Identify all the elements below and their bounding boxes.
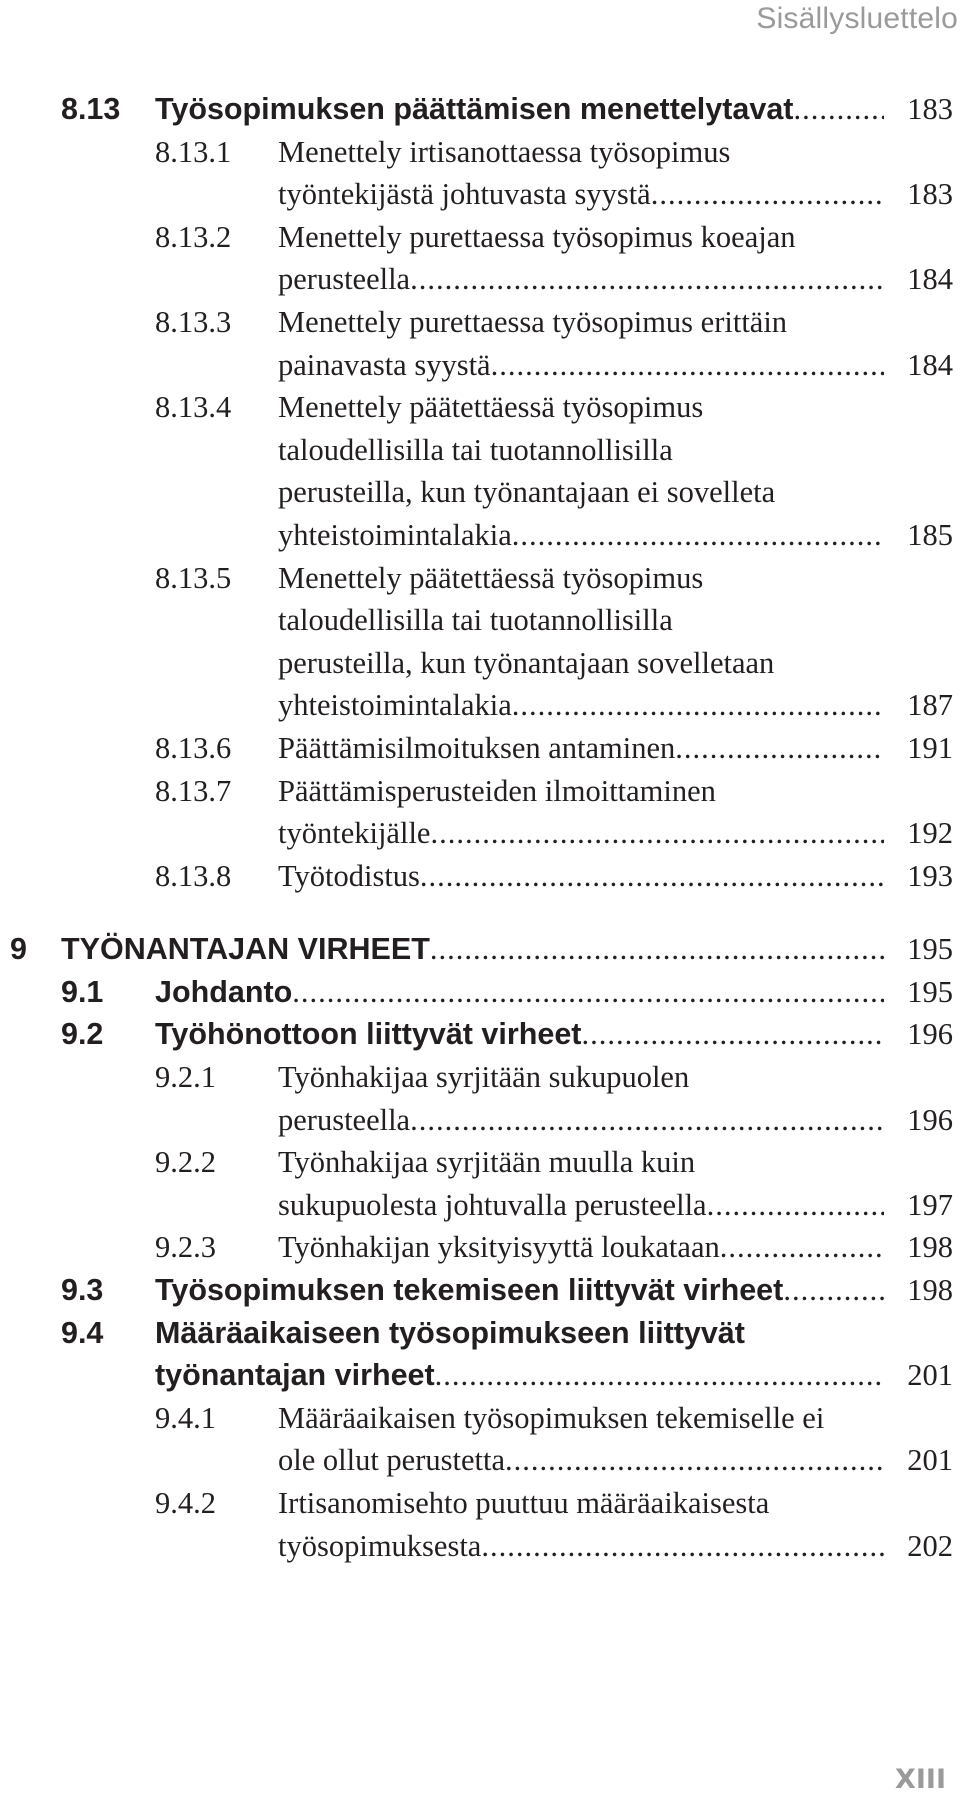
entry-title: taloudellisilla tai tuotannollisilla [278,603,673,638]
entry-title-leader [278,173,884,216]
entry-title: työnantajan virheet [155,1358,435,1393]
toc-line [0,1184,960,1227]
toc-line [0,173,960,216]
toc-entry-9-4[interactable] [0,1312,960,1397]
entry-title: Työsopimuksen tekemiseen liittyvät virheet [155,1273,784,1308]
section-number: 9.1 [61,974,104,1009]
section-number: 8.13 [61,92,121,126]
toc-line [0,1013,960,1056]
entry-title-leader [278,855,884,898]
entry-title-leader [278,1439,884,1482]
dot-leader [512,684,884,727]
page-ref: 201 [907,1358,953,1393]
toc-line [0,1141,960,1184]
entry-title: taloudellisilla tai tuotannollisilla [278,432,673,467]
entry-title-leader [278,684,884,727]
page-ref: 195 [907,932,953,967]
toc-line [0,1269,960,1312]
running-header: Sisällysluettelo [756,2,958,35]
entry-title-leader [278,727,884,770]
page-ref: 198 [907,1273,953,1308]
entry-title: yhteistoimintalakia [278,688,512,723]
entry-title-leader [278,1099,884,1142]
page-ref: 185 [907,517,953,552]
toc-line [0,1482,960,1525]
dot-leader [505,1439,884,1482]
dot-leader [793,88,884,131]
toc-line [0,770,960,813]
entry-title: perusteella [278,1102,411,1137]
entry-title: perusteilla, kun työnantajaan ei sovelleta [278,475,776,510]
page-ref: 202 [907,1528,953,1563]
toc-line [0,557,960,600]
section-number: 8.13.6 [155,730,232,765]
dot-leader [410,1099,884,1142]
page-ref: 198 [907,1230,953,1265]
page-ref: 183 [907,92,953,126]
toc-line [0,216,960,259]
entry-title-leader [278,1184,884,1227]
section-number: 8.13.3 [155,304,232,339]
section-number: 9.3 [61,1273,104,1308]
toc-entry-9-1[interactable] [0,971,960,1014]
entry-title: perusteella [278,262,411,297]
toc-entry-9[interactable] [0,928,960,971]
toc-line [0,727,960,770]
entry-title: sukupuolesta johtuvalla perusteella [278,1187,707,1222]
toc-line [0,301,960,344]
toc-line [0,258,960,301]
toc-entry-8-13-3[interactable] [0,301,960,386]
entry-title: työsopimuksesta [278,1528,482,1563]
page-ref: 201 [907,1443,953,1478]
entry-title-leader [155,1354,884,1397]
section-number: 8.13.5 [155,560,232,595]
entry-title: Työsopimuksen päättämisen menettelytavat [155,92,794,126]
entry-title: Menettely purettaessa työsopimus erittäin [278,304,788,339]
dot-leader [581,1013,884,1056]
page-ref: 191 [907,730,953,765]
toc-line [0,1525,960,1568]
entry-title: Menettely päätettäessä työsopimus [278,560,704,595]
entry-title: työntekijästä johtuvasta syystä [278,177,651,212]
toc-line [0,642,960,685]
section-number: 9.2.1 [155,1060,216,1095]
page-ref: 184 [907,262,953,297]
toc-line [0,386,960,429]
dot-leader [435,1354,884,1397]
entry-title-leader [155,971,884,1014]
page-ref: 192 [907,816,953,851]
section-number: 8.13.8 [155,858,232,893]
toc-entry-8-13-4[interactable] [0,386,960,556]
toc-line [0,812,960,855]
entry-title-leader [278,812,884,855]
entry-title: perusteilla, kun työnantajaan sovelletaan [278,645,775,680]
dot-leader [675,727,884,770]
dot-leader [430,812,884,855]
entry-title: Menettely purettaessa työsopimus koeajan [278,219,796,254]
entry-title-leader [155,88,884,131]
toc-entry-8-13[interactable] [0,88,960,131]
section-number: 9 [10,932,27,967]
toc-entry-9-3[interactable] [0,1269,960,1312]
entry-title: Irtisanomisehto puuttuu määräaikaisesta [278,1486,770,1520]
dot-leader [512,514,884,557]
toc-line [0,514,960,557]
page-number: XIII [895,1764,946,1795]
toc-line [0,1226,960,1269]
toc-line [0,429,960,472]
toc-line [0,1312,960,1355]
toc-entry-9-2[interactable] [0,1013,960,1056]
entry-title: Työnhakijaa syrjitään sukupuolen [278,1060,690,1095]
toc-entry-8-13-8[interactable] [0,855,960,898]
entry-title-leader [155,1013,884,1056]
toc-entry-9-2-2[interactable] [0,1141,960,1226]
entry-title: työntekijälle [278,816,431,851]
toc-entry-8-13-6[interactable] [0,727,960,770]
toc-line [0,131,960,174]
section-number: 9.2 [61,1017,104,1052]
toc-line [0,344,960,387]
dot-leader [410,258,884,301]
entry-title: Työnhakijan yksityisyyttä loukataan [278,1230,720,1265]
entry-title: ole ollut perustetta [278,1443,505,1478]
entry-title: Päättämisilmoituksen antaminen [278,730,676,765]
entry-title-leader [278,344,884,387]
entry-title: yhteistoimintalakia [278,517,512,552]
section-number: 9.4.2 [155,1486,216,1520]
toc-line [0,88,960,131]
toc-entry-8-13-1[interactable] [0,131,960,216]
toc-entry-8-13-7[interactable] [0,770,960,855]
entry-title: Työtodistus [278,858,420,893]
entry-title: Menettely irtisanottaessa työsopimus [278,134,731,169]
toc-line [0,971,960,1014]
table-of-contents [0,88,960,1567]
entry-title-leader [278,514,884,557]
page-ref: 183 [907,177,953,212]
toc-line [0,1056,960,1099]
toc-line [0,928,960,971]
dot-leader [430,928,884,971]
dot-leader [651,173,884,216]
page-ref: 196 [907,1102,953,1137]
section-number: 9.2.3 [155,1230,216,1265]
entry-title: TYÖNANTAJAN VIRHEET [61,932,430,967]
toc-line [0,1099,960,1142]
dot-leader [491,344,884,387]
toc-line [0,471,960,514]
section-number: 8.13.2 [155,219,232,254]
section-number: 8.13.7 [155,773,232,808]
entry-title: painavasta syystä [278,347,491,382]
dot-leader [420,855,884,898]
entry-title: Työhönottoon liittyvät virheet [155,1017,582,1052]
page-ref: 184 [907,347,953,382]
entry-title: Määräaikaisen työsopimuksen tekemiselle ei [278,1400,825,1435]
entry-title: Menettely päätettäessä työsopimus [278,390,704,425]
toc-line [0,855,960,898]
dot-leader [783,1269,884,1312]
entry-title-leader [278,1226,884,1269]
page-ref: 197 [907,1187,953,1222]
toc-entry-9-4-1[interactable] [0,1397,960,1482]
section-number: 8.13.4 [155,390,232,425]
dot-leader [720,1226,884,1269]
entry-title-leader [155,1269,884,1312]
entry-title: Johdanto [155,974,293,1009]
entry-title: Työnhakijaa syrjitään muulla kuin [278,1145,696,1180]
toc-line [0,599,960,642]
toc-line [0,1439,960,1482]
section-number: 9.2.2 [155,1145,216,1180]
dot-leader [481,1525,884,1568]
toc-entry-9-2-1[interactable] [0,1056,960,1141]
entry-title: Määräaikaiseen työsopimukseen liittyvät [155,1315,745,1350]
page-ref: 195 [907,974,953,1009]
section-number: 9.4 [61,1315,104,1350]
entry-title-leader [278,258,884,301]
entry-title-leader [61,928,884,971]
dot-leader [707,1184,884,1227]
toc-entry-8-13-2[interactable] [0,216,960,301]
page-ref: 193 [907,858,953,893]
toc-line [0,1397,960,1440]
page-ref: 196 [907,1017,953,1052]
entry-title-leader [278,1525,884,1568]
section-number: 9.4.1 [155,1400,216,1435]
page-ref: 187 [907,688,953,723]
section-number: 8.13.1 [155,134,232,169]
toc-line [0,684,960,727]
toc-entry-9-4-2[interactable] [0,1482,960,1567]
dot-leader [292,971,884,1014]
toc-line [0,1354,960,1397]
toc-entry-9-2-3[interactable] [0,1226,960,1269]
entry-title: Päättämisperusteiden ilmoittaminen [278,773,716,808]
toc-entry-8-13-5[interactable] [0,557,960,727]
